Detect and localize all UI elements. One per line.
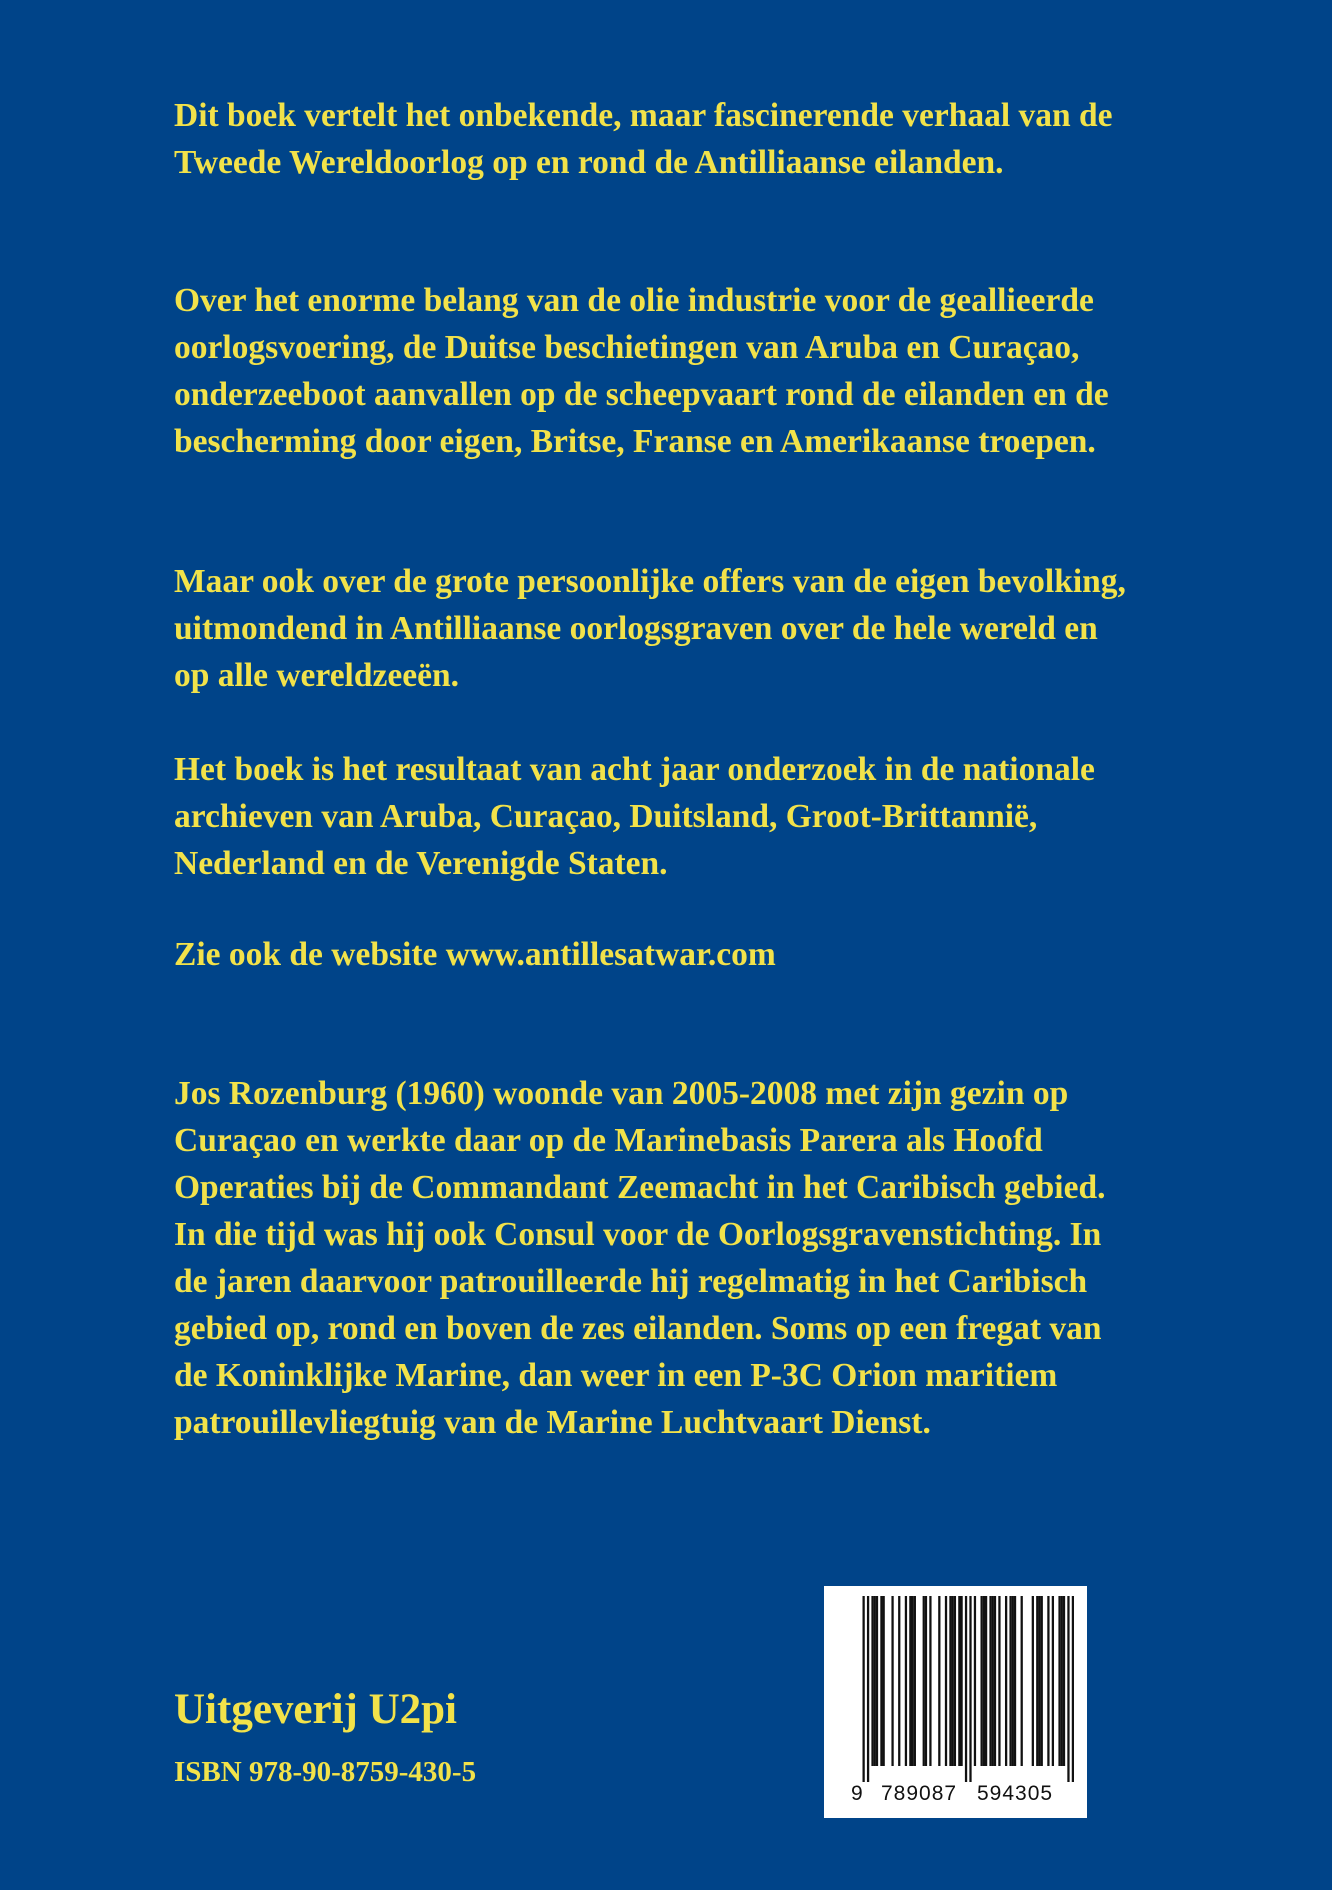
- barcode-bar: [867, 1596, 869, 1782]
- barcode-bar: [965, 1596, 967, 1782]
- barcode-bar: [876, 1596, 878, 1766]
- barcode-bar: [1058, 1596, 1060, 1766]
- barcode-bar: [1052, 1596, 1054, 1766]
- barcode-bar: [974, 1596, 976, 1766]
- barcode-bar: [938, 1596, 940, 1766]
- barcode-digit-first: 9: [851, 1782, 864, 1805]
- barcode-bar: [958, 1596, 960, 1766]
- barcode-bar: [1063, 1596, 1065, 1766]
- barcode-bar: [891, 1596, 893, 1766]
- barcode-bar: [983, 1596, 985, 1766]
- barcode-bar: [1005, 1596, 1007, 1766]
- barcode-bar: [874, 1596, 876, 1766]
- website-paragraph: Zie ook de website www.antillesatwar.com: [174, 936, 776, 973]
- barcode-bar: [949, 1596, 951, 1766]
- barcode-bar: [994, 1596, 996, 1766]
- barcode-bar: [1036, 1596, 1038, 1766]
- barcode-bar: [980, 1596, 982, 1766]
- barcode-bar: [862, 1596, 864, 1782]
- barcode-digits: [824, 1782, 1087, 1810]
- sacrifices-paragraph: Maar ook over de grote persoonlijke offers van de eigen bevolking, uitmondend in Antilliaanse oorlogsgraven over de hele wereld en op alle wereldzeeën.: [174, 563, 1126, 694]
- barcode-bars: [838, 1596, 1074, 1782]
- barcode-bar: [960, 1596, 962, 1766]
- barcode-bar: [1047, 1596, 1049, 1766]
- intro-paragraph: Dit boek vertelt het onbekende, maar fascinerende verhaal van de Tweede Wereldoorlog op en rond de Antilliaanse eilanden.: [174, 97, 1113, 181]
- barcode-bar: [952, 1596, 954, 1766]
- barcode-bar: [925, 1596, 927, 1766]
- isbn-barcode: [824, 1586, 1087, 1818]
- barcode-bar: [1009, 1596, 1011, 1766]
- publisher-name: Uitgeverij U2pi: [174, 1686, 458, 1733]
- barcode-bar: [923, 1596, 925, 1766]
- barcode-bar: [1032, 1596, 1034, 1766]
- barcode-bar: [1021, 1596, 1023, 1766]
- barcode-bar: [1012, 1596, 1014, 1766]
- barcode-bar: [1038, 1596, 1040, 1766]
- barcode-bar: [880, 1596, 882, 1766]
- barcode-bar: [945, 1596, 947, 1766]
- research-paragraph: Het boek is het resultaat van acht jaar onderzoek in de nationale archieven van Aruba, Curaçao, Duitsland, Groot-Brittannië, Nederland en de Verenigde Staten.: [174, 751, 1095, 882]
- barcode-bar: [914, 1596, 916, 1766]
- barcode-bar: [989, 1596, 991, 1766]
- oil-industry-paragraph: Over het enorme belang van de olie industrie voor de geallieerde oorlogsvoering, de Duitse beschietingen van Aruba en Curaçao, onderzeeboot aanvallen op de scheepvaart rond de eilanden en de bescherming door eigen, Britse, Franse en Amerikaanse troepen.: [174, 282, 1109, 460]
- barcode-bar: [992, 1596, 994, 1766]
- barcode-bar: [911, 1596, 913, 1766]
- author-bio-paragraph: Jos Rozenburg (1960) woonde van 2005-2008 met zijn gezin op Curaçao en werkte daar op de Marinebasis Parera als Hoofd Operaties bij de Commandant Zeemacht in het Caribisch gebied. In die tijd was hij ook Consul voor de Oorlogsgravenstichting. In de jaren daarvoor patrouilleerde hij regelmatig in het Caribisch gebied op, rond en boven de zes eilanden. Soms op een fregat van de Koninklijke Marine, dan weer in een P-3C Orion maritiem patrouillevliegtuig van de Marine Luchtvaart Dienst.: [174, 1075, 1106, 1441]
- barcode-bar: [969, 1596, 971, 1782]
- barcode-bar: [1067, 1596, 1069, 1782]
- barcode-bar: [1014, 1596, 1016, 1766]
- barcode-bar: [883, 1596, 885, 1766]
- barcode-bar: [998, 1596, 1000, 1766]
- barcode-bar: [985, 1596, 987, 1766]
- barcode-bar: [1041, 1596, 1043, 1766]
- barcode-bar: [1061, 1596, 1063, 1766]
- barcode-digits-right: 594305: [977, 1782, 1054, 1805]
- barcode-bar: [871, 1596, 873, 1766]
- barcode-bar: [909, 1596, 911, 1766]
- barcode-bar: [1072, 1596, 1074, 1782]
- barcode-bar: [905, 1596, 907, 1766]
- barcode-bar: [929, 1596, 931, 1766]
- barcode-bar: [898, 1596, 900, 1766]
- barcode-bar: [954, 1596, 956, 1766]
- isbn-number: ISBN 978-90-8759-430-5: [174, 1756, 477, 1788]
- barcode-digits-left: 789087: [881, 1782, 958, 1805]
